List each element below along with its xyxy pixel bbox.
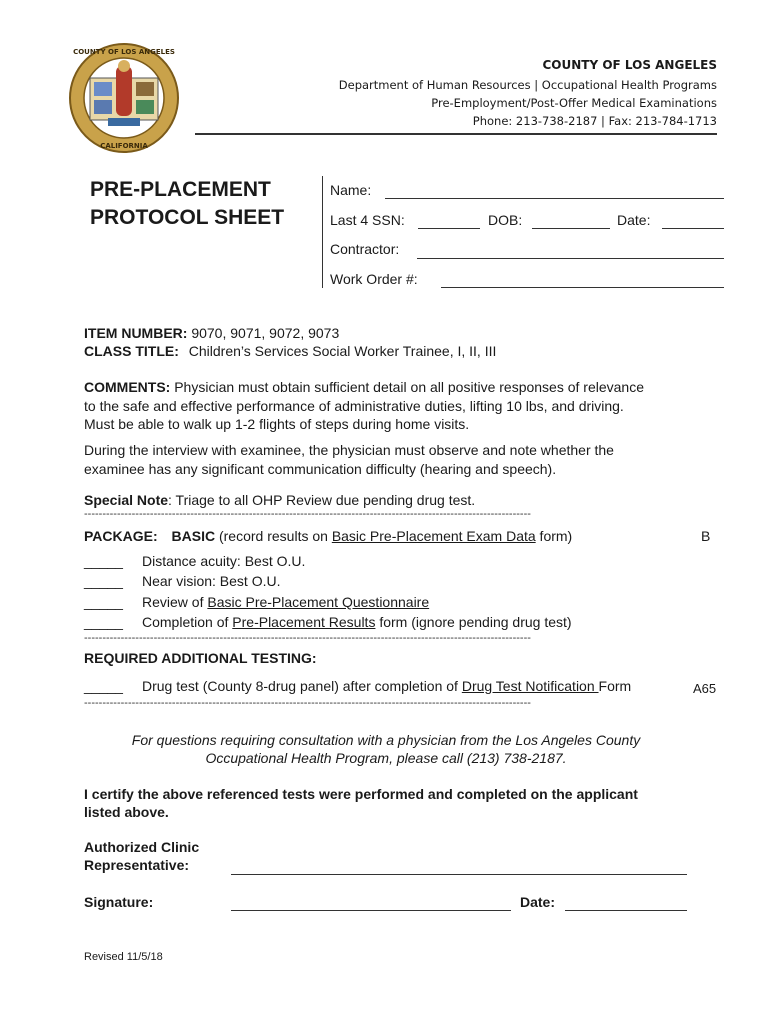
check-blank[interactable]: _____ <box>84 614 123 630</box>
comments-line1: COMMENTS: Physician must obtain sufficient detail on all positive responses of relevance <box>84 379 644 395</box>
rep-label-line2: Representative: <box>84 857 190 873</box>
seal-lettering: COUNTY OF LOS ANGELES <box>73 48 175 56</box>
comments-para2-line1: During the interview with examinee, the physician must observe and note whether the <box>84 442 614 458</box>
date-label: Date: <box>617 212 651 228</box>
date-field[interactable] <box>662 214 724 229</box>
revised-date: Revised 11/5/18 <box>84 951 163 963</box>
divider-3: -------------------------------------------------------------------------------------------------------------------------- <box>84 697 531 709</box>
dob-field[interactable] <box>532 214 610 229</box>
item-number-value: 9070, 9071, 9072, 9073 <box>191 325 340 341</box>
department-line: Department of Human Resources | Occupational Health Programs <box>338 78 717 92</box>
drug-test-code: A65 <box>693 681 717 696</box>
signature-field[interactable] <box>231 896 511 911</box>
package-item: Completion of Pre-Placement Results form (ignore pending drug test) <box>142 614 572 630</box>
class-title-value: Children’s Services Social Worker Trainee, I, II, III <box>188 343 497 359</box>
check-blank[interactable]: _____ <box>84 594 123 610</box>
rep-label-line1: Authorized Clinic <box>84 839 200 855</box>
header-rule <box>195 133 717 135</box>
title-divider <box>322 176 323 288</box>
item-number-label: ITEM NUMBER: <box>84 325 188 341</box>
svg-text:CALIFORNIA: CALIFORNIA <box>100 142 148 150</box>
package-code: B <box>701 528 711 544</box>
comments-para2-line2: examinee has any significant communication difficulty (hearing and speech). <box>84 461 557 477</box>
comments-label: COMMENTS: <box>84 379 171 395</box>
drug-test-item: Drug test (County 8-drug panel) after completion of Drug Test Notification Form <box>142 678 632 694</box>
contractor-field[interactable] <box>417 244 724 259</box>
contact-line: Phone: 213-738-2187 | Fax: 213-784-1713 <box>472 114 717 128</box>
comments-line3: Must be able to walk up 1-2 flights of steps during home visits. <box>84 416 470 432</box>
package-label: PACKAGE: <box>84 528 158 544</box>
signoff-date-label: Date: <box>520 894 556 910</box>
item-number-line <box>84 324 339 343</box>
class-title-line <box>84 342 496 361</box>
signoff-date-field[interactable] <box>565 896 687 911</box>
work-order-label: Work Order #: <box>330 271 418 287</box>
signature-label: Signature: <box>84 894 154 910</box>
form-title-line2: PROTOCOL SHEET <box>90 206 285 229</box>
org-name: COUNTY OF LOS ANGELES <box>542 58 717 72</box>
ssn-label: Last 4 SSN: <box>330 212 405 228</box>
contractor-label: Contractor: <box>330 241 400 257</box>
rep-field[interactable] <box>231 860 687 875</box>
package-basic: BASIC <box>171 528 216 544</box>
questions-line2: Occupational Health Program, please call (213) 738-2187. <box>205 750 567 766</box>
check-blank[interactable]: _____ <box>84 573 123 589</box>
package-line: PACKAGE: BASIC (record results on Basic Pre-Placement Exam Data form) <box>84 528 573 544</box>
dob-label: DOB: <box>488 212 523 228</box>
divider-1: -------------------------------------------------------------------------------------------------------------------------- <box>84 508 531 520</box>
class-title-label: CLASS TITLE: <box>84 343 179 359</box>
work-order-field[interactable] <box>441 273 724 288</box>
check-blank[interactable]: _____ <box>84 553 123 569</box>
pre-placement-results-link[interactable]: Pre-Placement Results <box>232 614 376 630</box>
name-label: Name: <box>330 182 372 198</box>
additional-testing-label: REQUIRED ADDITIONAL TESTING: <box>84 650 317 666</box>
name-field[interactable] <box>385 184 724 199</box>
special-note-label: Special Note <box>84 492 169 508</box>
package-item: Distance acuity: Best O.U. <box>142 553 306 569</box>
divider-2: -------------------------------------------------------------------------------------------------------------------------- <box>84 632 531 644</box>
package-item: Review of Basic Pre-Placement Questionnaire <box>142 594 430 610</box>
comments-line2: to the safe and effective performance of administrative duties, lifting 10 lbs, and driving. <box>84 398 624 414</box>
certify-line1: I certify the above referenced tests were performed and completed on the applicant <box>84 786 638 802</box>
basic-exam-data-link[interactable]: Basic Pre-Placement Exam Data <box>331 528 536 544</box>
form-title-line1: PRE-PLACEMENT <box>90 178 271 201</box>
ssn-field[interactable] <box>418 214 480 229</box>
program-line: Pre-Employment/Post-Offer Medical Examinations <box>431 96 717 110</box>
county-seal-logo <box>68 42 180 154</box>
special-note-text: : Triage to all OHP Review due pending drug test. <box>168 492 476 508</box>
questionnaire-link[interactable]: Basic Pre-Placement Questionnaire <box>207 594 430 610</box>
questions-line1: For questions requiring consultation with a physician from the Los Angeles County <box>131 732 641 748</box>
certify-line2: listed above. <box>84 804 169 820</box>
package-item: Near vision: Best O.U. <box>142 573 281 589</box>
check-blank[interactable]: _____ <box>84 678 123 694</box>
drug-test-notification-link[interactable]: Drug Test Notification <box>461 678 599 694</box>
